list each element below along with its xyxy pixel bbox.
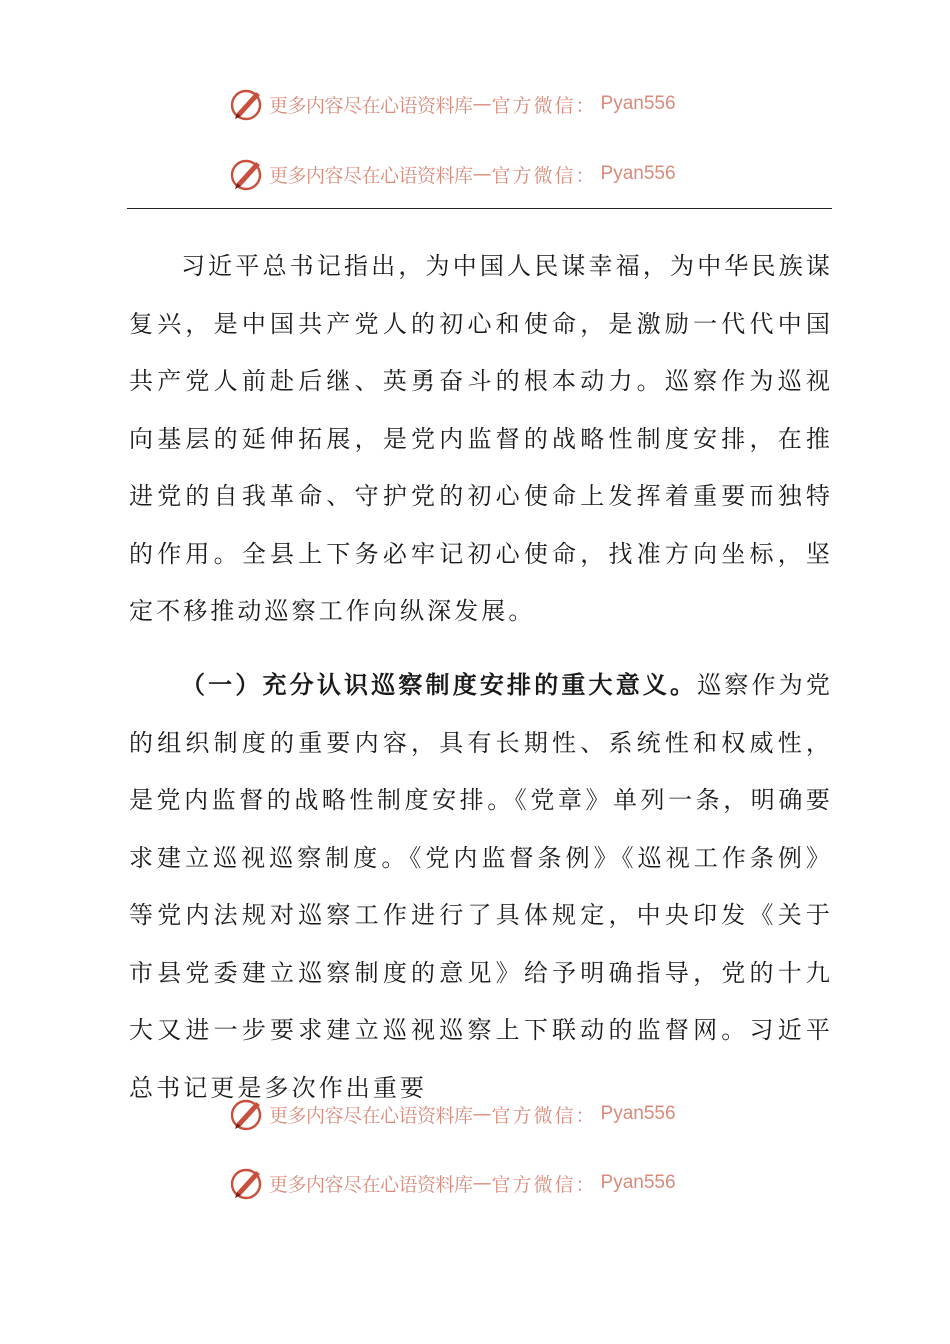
- body-paragraph-2-text: 巡察作为党的组织制度的重要内容，具有长期性、系统性和权威性，是党内监督的战略性制度安排。《党章》单列一条，明确要求建立巡视巡察制度。《党内监督条例》《巡视工作条例》等党内法规对巡察工作进行了具体规定，中央印发《关于市县党委建立巡察制度的意见》给予明确指导，党的十九大又进一步要求建立巡视巡察上下联动的监督网。习近平总书记更是多次作出重要: [129, 671, 833, 1102]
- body-paragraph-1: 习近平总书记指出，为中国人民谋幸福，为中华民族谋复兴，是中国共产党人的初心和使命，是激励一代代中国共产党人前赴后继、英勇奋斗的根本动力。巡察作为巡视向基层的延伸拓展，是党内监督的战略性制度安排，在推进党的自我革命、守护党的初心使命上发挥着重要而独特的作用。全县上下务必牢记初心使命，找准方向坐标，坚定不移推动巡察工作向纵深发展。: [129, 252, 833, 625]
- watermark-text: 更多内容尽在心语资料库: [269, 164, 473, 187]
- watermark-dash: —: [472, 93, 492, 115]
- watermark-dash: —: [472, 163, 492, 185]
- pen-logo-icon: [229, 1165, 265, 1201]
- body-paragraph-2: [129, 656, 833, 1117]
- pen-logo-icon: [229, 1096, 265, 1132]
- watermark-banner-top-2: [229, 154, 676, 194]
- watermark-banner-top-1: [229, 84, 676, 124]
- watermark-label: 官方微信：: [491, 1173, 597, 1196]
- watermark-dash: —: [472, 1172, 492, 1194]
- watermark-label: 官方微信：: [491, 164, 597, 187]
- pen-logo-icon: [229, 156, 265, 192]
- watermark-wechat-id: Pyan556: [600, 1172, 676, 1193]
- watermark-text: 更多内容尽在心语资料库: [269, 94, 473, 117]
- watermark-wechat-id: Pyan556: [600, 1103, 676, 1124]
- watermark-dash: —: [472, 1103, 492, 1125]
- watermark-label: 官方微信：: [491, 94, 597, 117]
- watermark-wechat-id: Pyan556: [600, 163, 676, 184]
- watermark-label: 官方微信：: [491, 1104, 597, 1127]
- header-divider: [127, 208, 832, 209]
- watermark-text: 更多内容尽在心语资料库: [269, 1104, 473, 1127]
- watermark-text: 更多内容尽在心语资料库: [269, 1173, 473, 1196]
- watermark-banner-bottom-1: [229, 1094, 676, 1134]
- watermark-banner-bottom-2: [229, 1163, 676, 1203]
- watermark-wechat-id: Pyan556: [600, 93, 676, 114]
- pen-logo-icon: [229, 86, 265, 122]
- section-heading: （一）充分认识巡察制度安排的重大意义。: [181, 670, 698, 699]
